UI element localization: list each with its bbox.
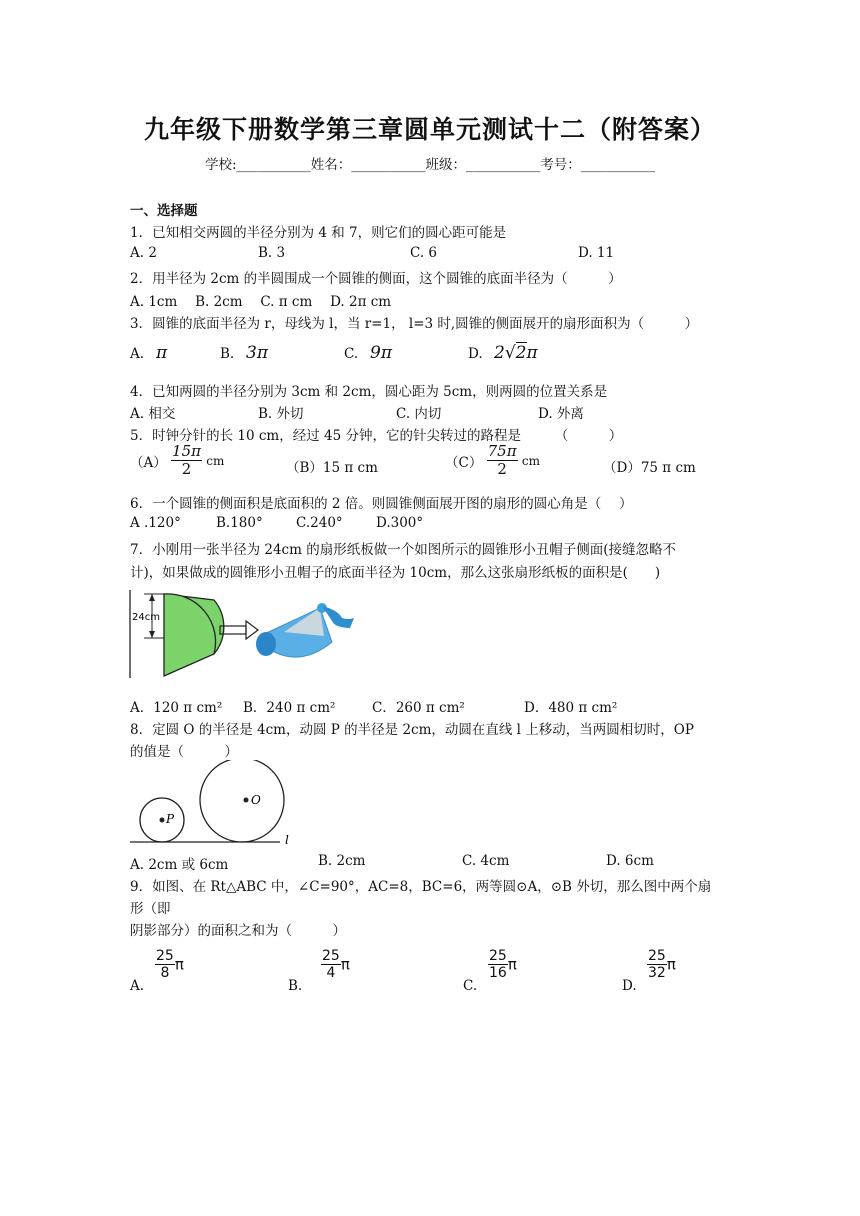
q9-line-3: 阴影部分）的面积之和为（ ）: [130, 923, 346, 939]
q9-a-num: 25: [156, 948, 174, 964]
q9-option-a-value: [155, 948, 184, 981]
q9-b-den: 4: [326, 965, 336, 982]
q3-option-c-value: 9π: [370, 343, 392, 363]
q6-option-c: C.240°: [296, 515, 343, 531]
q3-d-radicand: 2: [515, 343, 527, 363]
center-o-dot: [244, 798, 249, 803]
q9-option-a-label: A.: [130, 978, 145, 994]
q9-a-den: 8: [160, 965, 170, 982]
q5-a-label: （A）: [130, 454, 167, 471]
q9-option-d-label: D.: [622, 978, 637, 994]
q5-c-unit: cm: [521, 453, 540, 468]
q9-d-pi: π: [666, 955, 676, 974]
q4-option-d: D. 外离: [538, 406, 584, 422]
cone-ribbon: [322, 606, 354, 628]
q3-option-c-label: C.: [344, 346, 359, 362]
q3-d-pi: π: [526, 343, 538, 363]
section-heading: 一、选择题: [130, 203, 198, 219]
q9-option-b-label: B.: [288, 978, 303, 994]
q3-option-b-label: B.: [220, 346, 235, 362]
q8-line-2: 的值是（ ）: [130, 744, 238, 760]
q1-option-c: C. 6: [410, 245, 438, 261]
q3-option-d-value: [494, 343, 538, 363]
q5-c-fraction: [487, 443, 518, 479]
dimension-arrow-top: [149, 594, 155, 601]
q5-a-numerator: 15π: [172, 442, 201, 460]
q1-option-d: D. 11: [578, 245, 615, 261]
q5-a-unit: cm: [206, 453, 225, 468]
q2-options: A. 1cm B. 2cm C. π cm D. 2π cm: [130, 294, 392, 310]
q4-option-a: A. 相交: [130, 406, 176, 422]
q9-c-pi: π: [507, 955, 517, 974]
q8-option-b: B. 2cm: [318, 853, 366, 869]
q7-option-d: D．480 π cm²: [524, 700, 618, 716]
label-o: O: [251, 793, 261, 807]
q4-stem: 4．已知两圆的半径分别为 3cm 和 2cm，圆心距为 5cm，则两圆的位置关系是: [130, 384, 608, 400]
q5-option-c: [445, 443, 540, 479]
cone-base: [256, 632, 276, 656]
q3-d-coef: 2: [494, 343, 505, 363]
q9-a-pi: π: [174, 955, 184, 974]
q7-line-1: 7．小刚用一张半径为 24cm 的扇形纸板做一个如图所示的圆锥形小丑帽子侧面(接缝忽略不: [130, 542, 676, 558]
label-l: l: [285, 833, 289, 846]
q7-option-b: B．240 π cm²: [243, 700, 336, 716]
q8-figure: [128, 760, 298, 846]
q6-option-d: D.300°: [376, 515, 424, 531]
student-info-line: 学校:___________姓名：___________班级：___________考号：___________: [204, 157, 656, 173]
q7-line-2: 计)，如果做成的圆锥形小丑帽子的底面半径为 10cm，那么这张扇形纸板的面积是( ): [130, 565, 661, 581]
sqrt-icon: √: [504, 343, 516, 363]
label-p: P: [166, 812, 175, 826]
q6-option-b: B.180°: [216, 515, 263, 531]
q1-stem: 1．已知相交两圆的半径分别为 4 和 7，则它们的圆心距可能是: [130, 225, 507, 241]
q8-option-d: D. 6cm: [606, 853, 654, 869]
q9-c-den: 16: [489, 965, 507, 982]
q3-stem: 3．圆锥的底面半径为 r，母线为 l，当 r=1， l=3 时,圆锥的侧面展开的扇形面积为（ ）: [130, 316, 699, 332]
q7-option-c: C．260 π cm²: [372, 700, 465, 716]
q9-d-num: 25: [648, 948, 666, 964]
q5-stem: 5．时钟分针的长 10 cm，经过 45 分钟，它的针尖转过的路程是 （ ）: [130, 428, 623, 444]
q1-option-a: A. 2: [130, 245, 157, 261]
circle-o: [200, 760, 284, 842]
q4-option-c: C. 内切: [396, 406, 442, 422]
q6-stem: 6．一个圆锥的侧面积是底面积的 2 倍。则圆锥侧面展开图的扇形的圆心角是（ ）: [130, 496, 633, 512]
q3-option-b-value: 3π: [246, 343, 268, 363]
radius-label: 24cm: [132, 612, 160, 623]
q5-a-denominator: 2: [181, 460, 192, 479]
q7-option-a: A．120 π cm²: [130, 700, 223, 716]
q9-c-num: 25: [489, 948, 507, 964]
q1-option-b: B. 3: [258, 245, 286, 261]
q7-figure: [128, 588, 358, 684]
q3-option-a-value: π: [156, 343, 168, 363]
q8-line-1: 8．定圆 O 的半径是 4cm，动圆 P 的半径是 2cm，动圆在直线 l 上移动，当两圆相切时，OP: [130, 722, 694, 738]
q6-option-a: A .120°: [130, 515, 181, 531]
q5-option-a: [130, 443, 224, 479]
q5-c-denominator: 2: [497, 460, 507, 479]
q8-option-a: A. 2cm 或 6cm: [130, 857, 229, 873]
q5-c-numerator: 75π: [487, 442, 517, 460]
page-title: 九年级下册数学第三章圆单元测试十二（附答案）: [143, 115, 716, 144]
q9-option-b-value: [321, 948, 350, 981]
q2-stem: 2．用半径为 2cm 的半圆围成一个圆锥的侧面，这个圆锥的底面半径为（ ）: [130, 271, 622, 287]
q5-option-d: （D）75 π cm: [603, 460, 696, 476]
q9-b-num: 25: [322, 948, 340, 964]
center-p-dot: [160, 818, 165, 823]
q9-option-c-label: C.: [463, 978, 478, 994]
q4-option-b: B. 外切: [258, 406, 304, 422]
q9-b-pi: π: [340, 955, 350, 974]
q9-d-den: 32: [648, 965, 666, 982]
q9-option-c-value: [488, 948, 517, 981]
q8-option-c: C. 4cm: [462, 853, 510, 869]
q9-line-1: 9．如图、在 Rt△ABC 中，∠C=90°，AC=8，BC=6，两等圆⊙A，⊙B 外切，那么图中两个扇: [130, 879, 712, 895]
q3-option-d-label: D.: [468, 346, 483, 362]
q5-c-label: （C）: [445, 454, 483, 471]
arrow-head: [246, 621, 258, 639]
q3-option-a-label: A.: [130, 346, 145, 362]
q5-option-b: （B）15 π cm: [286, 460, 378, 476]
dimension-arrow-bottom: [149, 631, 155, 638]
q9-line-2: 形（即: [130, 901, 171, 917]
q5-a-fraction: [171, 443, 202, 479]
q9-option-d-value: [647, 948, 676, 981]
